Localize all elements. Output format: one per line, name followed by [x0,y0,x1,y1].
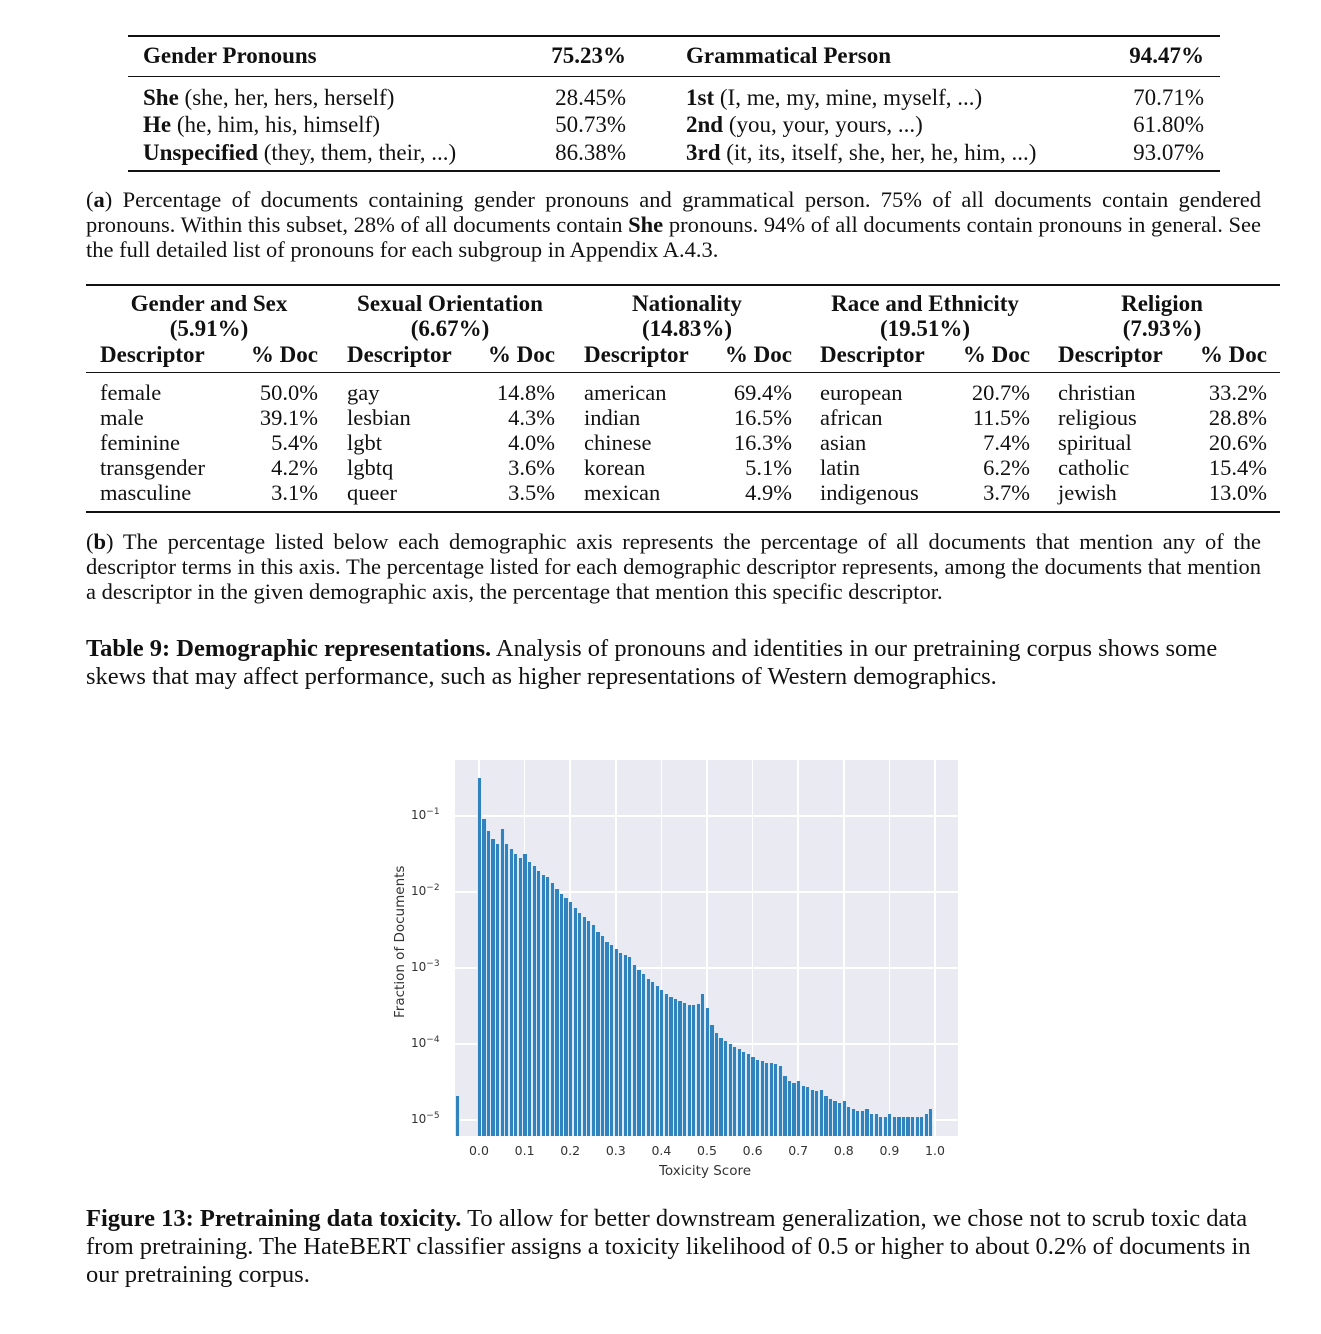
histogram-bar [455,1096,460,1136]
pct-doc-cell: 4.3% [508,405,555,430]
table-b-top-rule [86,284,1280,286]
descriptor-column-header: Descriptor [100,342,205,367]
descriptor-cell: gay [347,380,380,405]
pct-doc-cell: 7.4% [983,430,1030,455]
caption-text: Percentage of documents containing gender pronouns and grammatical person. 75% of all documents contain gendered pronouns. Within this subset, 28% of all documents contain [86,187,1261,237]
pct-doc-cell: 4.9% [745,480,792,505]
pct-doc-cell: 3.6% [508,455,555,480]
row-label-rest: (they, them, their, ...) [258,140,457,165]
axis-name: Gender and Sex [130,291,288,316]
pct-doc-cell: 15.4% [1208,455,1267,480]
table-row [686,85,982,111]
table-row [143,85,394,111]
y-tick-label: $10^{-2}$ [411,883,440,898]
axis-percentage: (19.51%) [879,316,971,341]
pct-doc-cell: 20.7% [971,380,1030,405]
descriptor-cell: transgender [100,455,205,480]
pct-doc-cell: 33.2% [1208,380,1267,405]
pct-doc-cell: 28.8% [1208,405,1267,430]
x-tick-label: 0.4 [651,1143,672,1158]
pct-doc-cell: 13.0% [1208,480,1267,505]
x-tick-label: 0.9 [879,1143,900,1158]
row-value: 61.80% [1133,112,1204,137]
caption-bold: She [628,212,664,237]
pct-doc-column-header: % Doc [250,342,318,367]
descriptor-cell: jewish [1058,480,1117,505]
descriptor-cell: indigenous [820,480,919,505]
x-tick-label: 0.6 [742,1143,763,1158]
table-a-top-rule [128,35,1220,37]
axis-name: Sexual Orientation [357,291,543,316]
descriptor-cell: chinese [584,430,652,455]
x-tick-label: 0.7 [788,1143,809,1158]
pct-doc-cell: 3.1% [271,480,318,505]
row-value: 50.73% [555,112,626,137]
table-row [143,140,456,166]
table-row [686,112,923,138]
table-a-caption: (a) Percentage of documents containing gender pronouns and grammatical person. 75% of all documents contain gendered pronouns. Within this subset, 28% of all documents contain She pronouns. 94% of all documents contain pronouns in general. See the full detailed list of pronouns for each subgroup in Appendix A.4.3. [86,187,1261,262]
pct-doc-cell: 39.1% [259,405,318,430]
row-value: 28.45% [555,85,626,110]
grammatical-person-header-value: 94.47% [1129,43,1204,68]
descriptor-cell: african [820,405,883,430]
row-label-rest: (it, its, itself, she, her, he, him, ...) [720,140,1037,165]
x-tick-label: 1.0 [925,1143,945,1158]
vertical-gridline [797,760,799,1136]
descriptor-cell: catholic [1058,455,1130,480]
pct-doc-column-header: % Doc [962,342,1030,367]
axis-percentage: (5.91%) [169,316,249,341]
table-row [686,140,1036,166]
table-b-bottom-rule [86,511,1280,513]
gender-pronouns-header: Gender Pronouns [143,43,317,68]
descriptor-cell: european [820,380,903,405]
table-9-caption [86,635,1266,691]
row-label-bold: 1st [686,85,715,110]
axis-percentage: (6.67%) [410,316,490,341]
x-tick-label: 0.5 [697,1143,717,1158]
pct-doc-cell: 4.2% [271,455,318,480]
descriptor-cell: korean [584,455,646,480]
vertical-gridline [934,760,936,1136]
table-b-mid-rule [86,372,1280,373]
descriptor-cell: feminine [100,430,180,455]
pct-doc-cell: 3.5% [508,480,555,505]
axis-name: Race and Ethnicity [831,291,1019,316]
figure-13-caption [86,1205,1266,1289]
axis-percentage: (7.93%) [1122,316,1202,341]
axis-percentage: (14.83%) [641,316,733,341]
descriptor-cell: spiritual [1058,430,1132,455]
x-tick-label: 0.1 [514,1143,535,1158]
row-label-bold: Unspecified [143,140,258,165]
row-label-bold: 2nd [686,112,724,137]
y-tick-label: $10^{-3}$ [411,959,440,974]
caption-text: The percentage listed below each demographic axis represents the percentage of all documents that mention any of the descriptor terms in this axis. The percentage listed for each demographic descriptor represents, among the documents that mention a descriptor in the given demographic axis, the percentage that mention this specific descriptor. [86,529,1261,604]
x-tick-label: 0.8 [833,1143,854,1158]
descriptor-cell: christian [1058,380,1136,405]
descriptor-cell: masculine [100,480,192,505]
subcaption-label: a [93,187,105,212]
descriptor-cell: asian [820,430,867,455]
pct-doc-cell: 20.6% [1208,430,1267,455]
pct-doc-cell: 11.5% [972,405,1030,430]
pct-doc-cell: 5.4% [271,430,318,455]
histogram-bar [928,1109,933,1136]
pct-doc-column-header: % Doc [724,342,792,367]
pct-doc-cell: 3.7% [983,480,1030,505]
descriptor-cell: mexican [584,480,661,505]
row-label-rest: (he, him, his, himself) [171,112,380,137]
row-label-bold: 3rd [686,140,721,165]
row-label-bold: She [143,85,179,110]
axis-name: Nationality [632,291,742,316]
descriptor-cell: female [100,380,162,405]
descriptor-cell: male [100,405,144,430]
descriptor-cell: american [584,380,667,405]
x-tick-label: 0.0 [469,1143,489,1158]
row-value: 93.07% [1133,140,1204,165]
row-value: 70.71% [1133,85,1204,110]
y-tick-label: $10^{-5}$ [411,1111,440,1126]
caption-text: pronouns. 94% of all documents contain pronouns in general. See the full detailed list of pronouns for each subgroup in Appendix A.4.3. [86,212,1261,262]
table-b-caption: (b) The percentage listed below each demographic axis represents the percentage of all documents that mention any of the descriptor terms in this axis. The percentage listed for each demographic descriptor represents, among the documents that mention a descriptor in the given demographic axis, the percentage that mention this specific descriptor. [86,529,1261,604]
y-tick-label: $10^{-4}$ [411,1035,440,1050]
caption-bold: Figure 13: Pretraining data toxicity. [86,1205,462,1232]
row-label-rest: (I, me, my, mine, myself, ...) [714,85,983,110]
descriptor-cell: queer [347,480,397,505]
descriptor-column-header: Descriptor [347,342,452,367]
caption-text: To allow for better downstream generalization, we chose not to scrub toxic data from pretraining. The HateBERT classifier assigns a toxicity likelihood of 0.5 or higher to about 0.2% of documents in our pretraining corpus. [86,1205,1251,1288]
y-tick-label: $10^{-1}$ [411,807,440,822]
pct-doc-cell: 50.0% [259,380,318,405]
descriptor-cell: religious [1058,405,1137,430]
pct-doc-cell: 16.5% [733,405,792,430]
subcaption-label: b [93,529,107,554]
x-tick-label: 0.3 [605,1143,626,1158]
grammatical-person-header: Grammatical Person [686,43,892,68]
axis-name: Religion [1121,291,1203,316]
x-axis-label: Toxicity Score [658,1163,752,1179]
descriptor-column-header: Descriptor [1058,342,1163,367]
descriptor-cell: lgbtq [347,455,394,480]
pct-doc-cell: 69.4% [733,380,792,405]
y-axis-label: Fraction of Documents [392,865,408,1018]
caption-bold: Table 9: Demographic representations. [86,635,492,662]
caption-text: Analysis of pronouns and identities in our pretraining corpus shows some skews that may affect performance, such as higher representations of Western demographics. [86,635,1218,690]
table-a-mid-rule [128,76,1220,77]
vertical-gridline [843,760,845,1136]
descriptor-cell: lgbt [347,430,383,455]
gender-pronouns-header-value: 75.23% [551,43,626,68]
descriptor-cell: lesbian [347,405,411,430]
pct-doc-cell: 4.0% [508,430,555,455]
row-label-bold: He [143,112,172,137]
row-label-rest: (you, your, yours, ...) [723,112,923,137]
pct-doc-cell: 6.2% [983,455,1030,480]
toxicity-histogram-plot [455,760,958,1136]
table-a-bottom-rule [128,170,1220,172]
x-tick-label: 0.2 [560,1143,581,1158]
pct-doc-cell: 16.3% [733,430,792,455]
pct-doc-column-header: % Doc [1199,342,1267,367]
pct-doc-column-header: % Doc [487,342,555,367]
row-label-rest: (she, her, hers, herself) [178,85,395,110]
table-row [143,112,380,138]
descriptor-column-header: Descriptor [820,342,925,367]
pct-doc-cell: 14.8% [496,380,555,405]
descriptor-cell: indian [584,405,641,430]
vertical-gridline [889,760,891,1136]
descriptor-cell: latin [820,455,860,480]
pct-doc-cell: 5.1% [745,455,792,480]
descriptor-column-header: Descriptor [584,342,689,367]
row-value: 86.38% [555,140,626,165]
